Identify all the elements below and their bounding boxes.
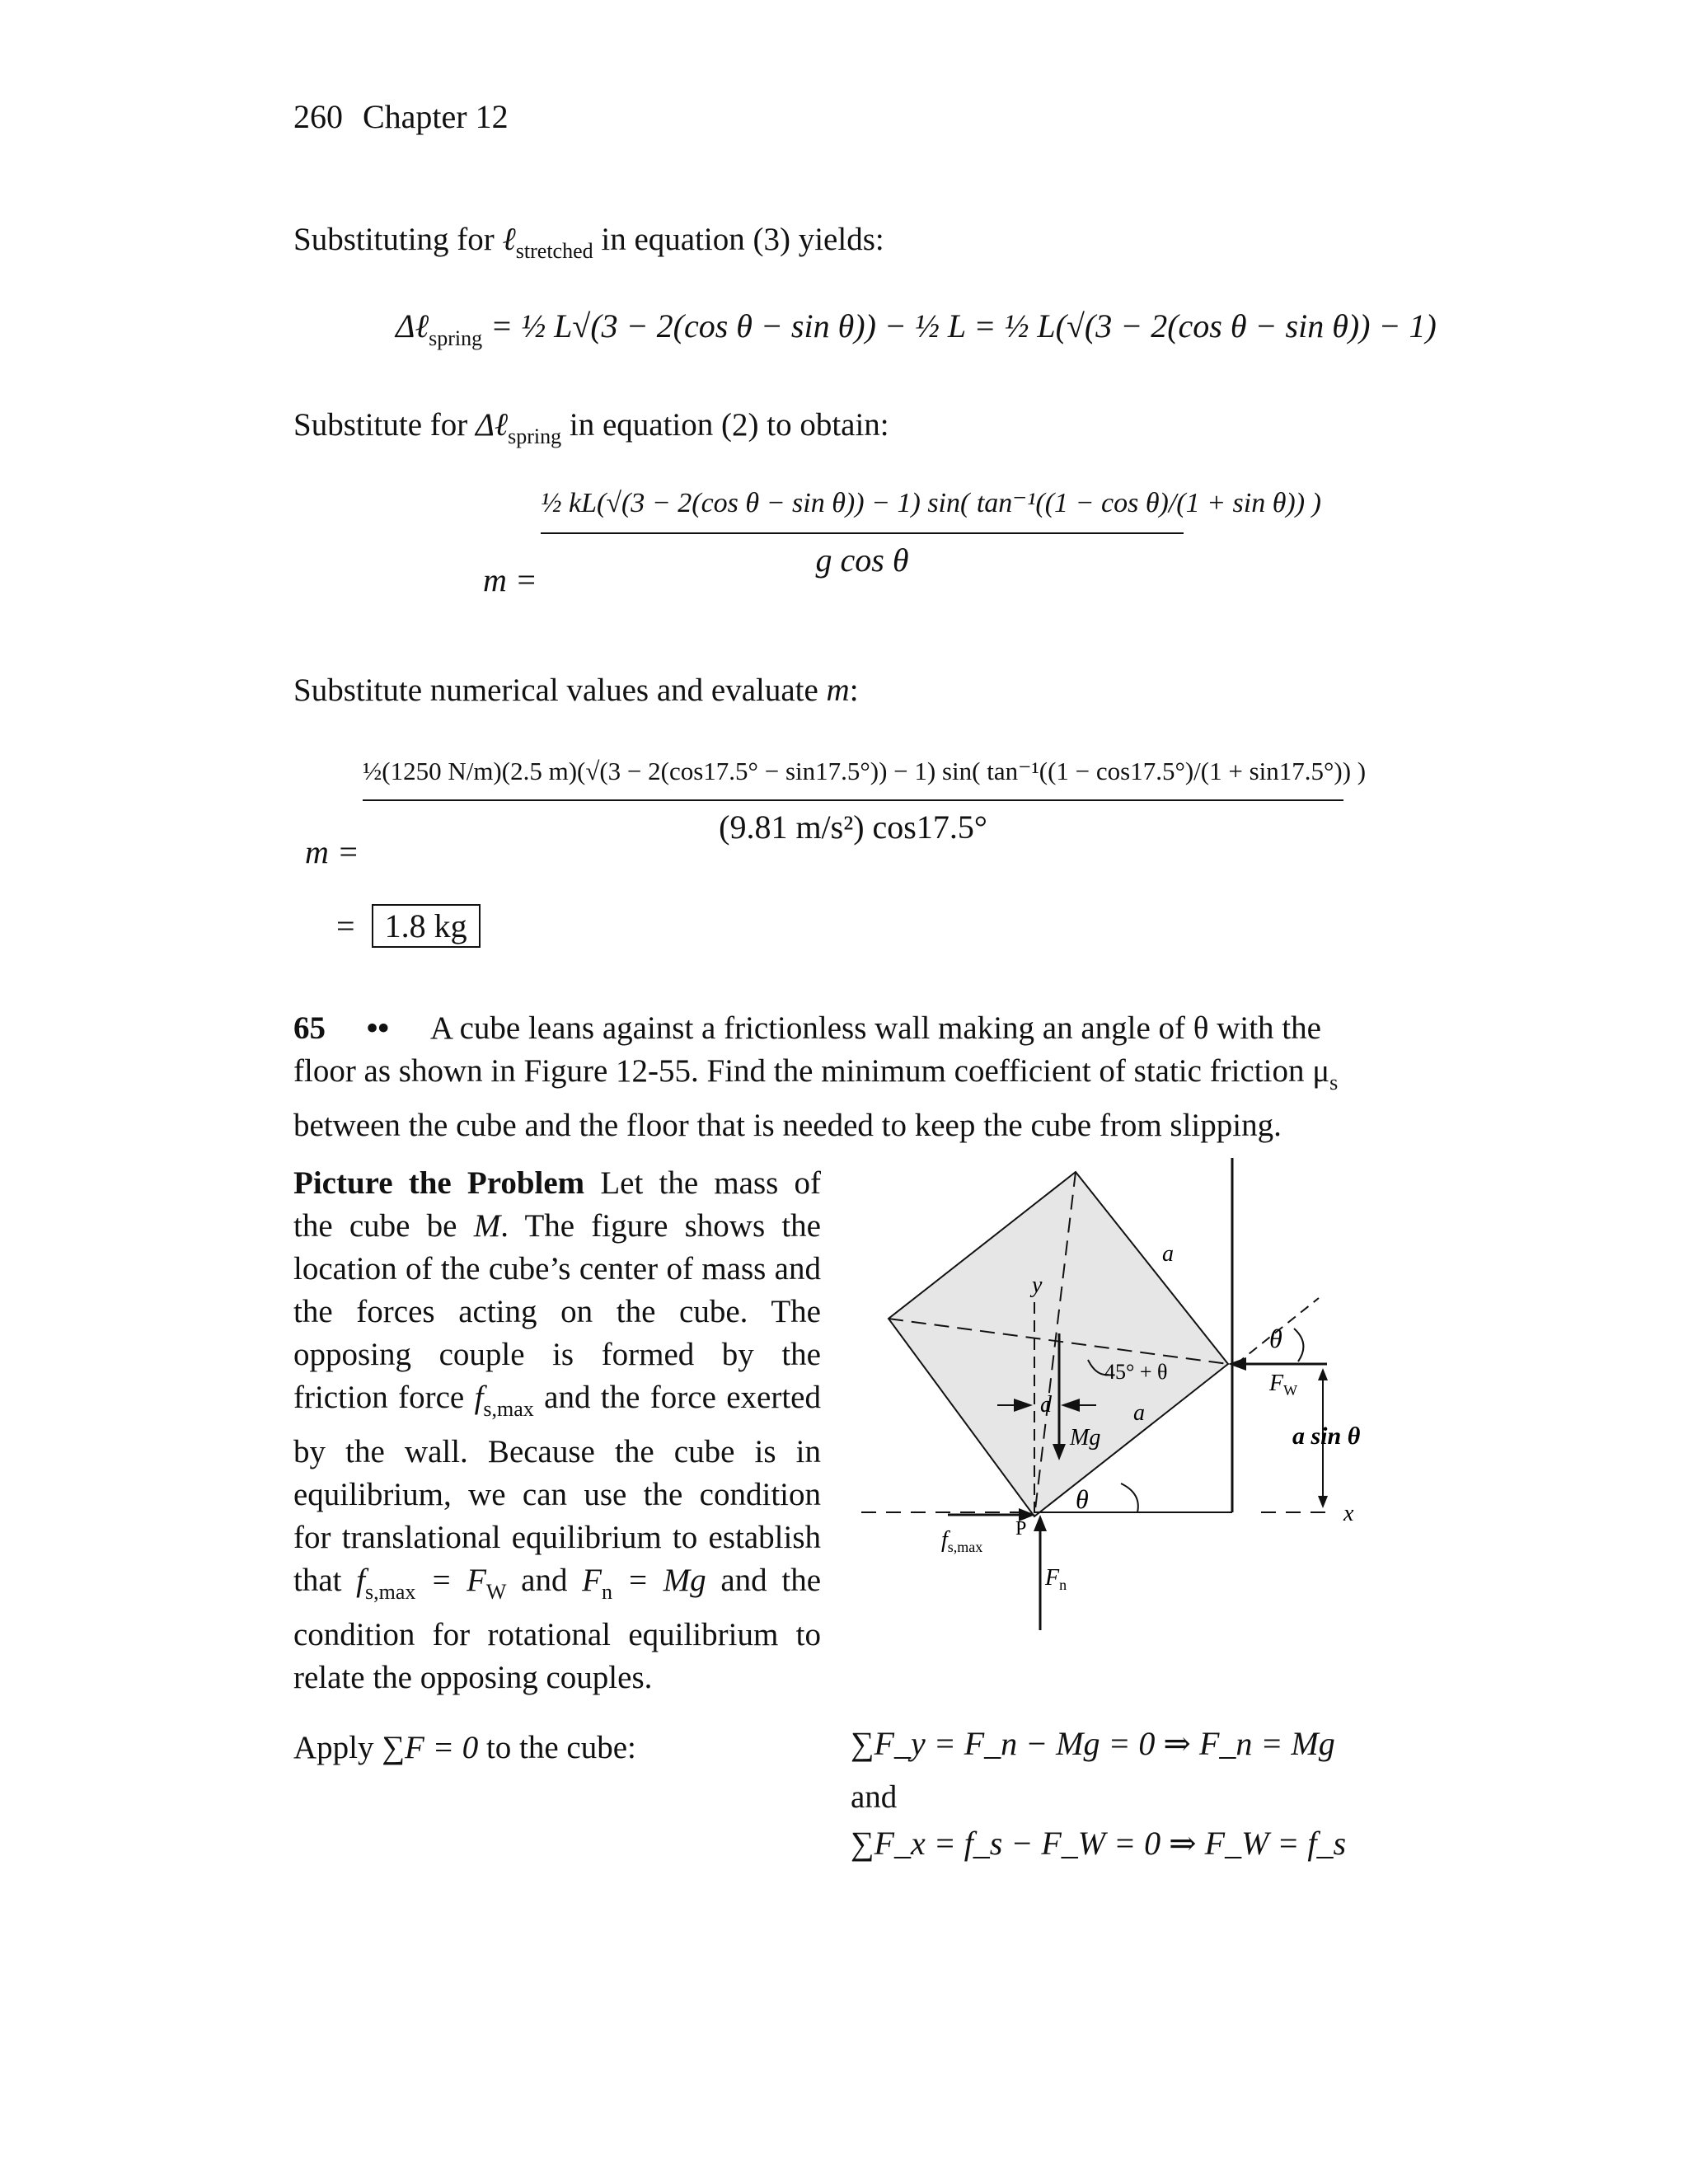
page-number: 260	[293, 98, 343, 135]
sub1-pre: Substituting for	[293, 222, 503, 257]
fw-arrowhead	[1228, 1357, 1246, 1371]
picture-the-problem	[293, 1162, 821, 1699]
picture-cond-sub: s,max	[365, 1580, 416, 1604]
eq2-numerator: ½ kL(√(3 − 2(cos θ − sin θ)) − 1) sin( tan⁻¹((1 − cos θ)/(1 + sin θ)) )	[541, 488, 1321, 518]
picture-fs: f	[474, 1380, 484, 1415]
sentence-substitute-numerical	[293, 669, 859, 712]
label-p: P	[1015, 1518, 1027, 1540]
problem-line2-sub: s	[1329, 1071, 1339, 1094]
angle-arc-wall	[1294, 1329, 1303, 1361]
picture-cond2: F	[582, 1563, 602, 1598]
picture-heading: Picture the Problem	[293, 1165, 585, 1201]
problem-65-line2	[293, 1050, 1362, 1104]
sentence-substituting	[293, 218, 884, 273]
picture-text3: and the force exerted by the wall. Because the cube is in equilibrium, we can use the condition for translational equilibrium to establish that	[293, 1380, 821, 1598]
apply-sum: ∑F = 0	[382, 1730, 479, 1765]
eq1-lhs: Δℓ	[396, 307, 429, 344]
eq3-result-line	[336, 907, 481, 945]
eq3-numerator: ½(1250 N/m)(2.5 m)(√(3 − 2(cos17.5° − sin17.5°)) − 1) sin( tan⁻¹((1 − cos17.5°)/(1 + sin17.5°)) )	[363, 757, 1367, 785]
asin-arrow-top	[1318, 1368, 1328, 1380]
picture-text4: and the condition for rotational equilibrium to relate the opposing couples.	[293, 1563, 821, 1695]
sub3-var: m	[826, 673, 850, 708]
sub3-post: :	[849, 673, 859, 708]
sub1-post: in equation (3) yields:	[593, 222, 884, 257]
equation-delta-l-spring	[396, 307, 1437, 351]
label-a-mid: a	[1133, 1400, 1145, 1426]
picture-cond2-sub: n	[601, 1580, 612, 1604]
apply-post: to the cube:	[478, 1730, 636, 1765]
sentence-substitute-delta	[293, 404, 889, 458]
sub1-symbol: ℓ	[502, 222, 516, 257]
label-asin: a sin θ	[1292, 1422, 1361, 1450]
sub1-subscript: stretched	[515, 239, 593, 263]
eq2-lhs: m =	[483, 561, 537, 598]
eq1-lhs-sub: spring	[429, 326, 483, 350]
picture-cond: f	[356, 1563, 366, 1598]
label-fs: $f_{s,max}$	[941, 1527, 983, 1555]
apply-sentence	[293, 1727, 636, 1769]
problem-line1-text: A cube leans against a frictionless wall making an angle of θ with the	[429, 1010, 1321, 1046]
problem-65	[293, 1007, 1362, 1147]
picture-mass: M	[473, 1208, 501, 1244]
page-header	[293, 97, 509, 136]
fn-arrowhead	[1034, 1515, 1047, 1531]
picture-cond-eq: = F	[415, 1563, 486, 1598]
problem-number: 65	[293, 1010, 326, 1046]
problem-line3-text: between the cube and the floor that is needed to keep the cube from slipping.	[293, 1108, 1282, 1143]
asin-arrow-bottom	[1318, 1496, 1328, 1508]
label-angle-wall: θ	[1269, 1324, 1282, 1353]
picture-cond2-eq: = Mg	[612, 1563, 706, 1598]
difficulty-dots: ••	[366, 1010, 390, 1046]
chapter-title: Chapter 12	[363, 98, 509, 135]
apply-and: and	[851, 1779, 898, 1815]
sub2-post: in equation (2) to obtain:	[561, 407, 889, 443]
problem-line2-text: floor as shown in Figure 12-55. Find the minimum coefficient of static friction μ	[293, 1053, 1330, 1089]
eq3-denominator: (9.81 m/s²) cos17.5°	[719, 808, 987, 846]
angle-arc-floor	[1121, 1483, 1138, 1512]
eq3-result-prefix: =	[336, 907, 355, 944]
sub2-pre: Substitute for	[293, 407, 476, 443]
picture-text1: Let the mass of the cube be	[293, 1165, 821, 1244]
eq-sum-fx: ∑F_x = f_s − F_W = 0 ⇒ F_W = f_s	[851, 1825, 1347, 1862]
equation-m-numeric	[305, 757, 1376, 954]
sub2-symbol: Δℓ	[476, 407, 509, 443]
label-45-theta: 45° + θ	[1104, 1360, 1168, 1384]
apply-pre: Apply	[293, 1730, 382, 1765]
label-fw: $F_W$	[1269, 1371, 1298, 1399]
sub3-text: Substitute numerical values and evaluate	[293, 673, 827, 708]
picture-and: and	[506, 1563, 583, 1598]
picture-cond-eq-sub: W	[485, 1580, 507, 1604]
label-a-top: a	[1162, 1241, 1174, 1267]
label-y: y	[1032, 1272, 1043, 1298]
eq1-rhs: = ½ L√(3 − 2(cos θ − sin θ)) − ½ L = ½ L(√(3 − 2(cos θ − sin θ)) − 1)	[490, 307, 1437, 344]
picture-fs-sub: s,max	[483, 1397, 534, 1421]
cube-figure	[857, 1154, 1385, 1648]
picture-text2: . The figure shows the location of the cube’s center of mass and the forces acting on the cube. The opposing couple is formed by the friction force	[293, 1208, 821, 1415]
label-mg: Mg	[1070, 1425, 1101, 1451]
eq3-lhs: m =	[305, 833, 359, 870]
eq-sum-fy: ∑F_y = F_n − Mg = 0 ⇒ F_n = Mg	[851, 1725, 1335, 1762]
label-angle-floor: θ	[1076, 1484, 1089, 1514]
label-fn: $F_n$	[1045, 1565, 1067, 1593]
label-x: x	[1343, 1501, 1354, 1526]
label-d: d	[1040, 1392, 1052, 1418]
problem-65-line1	[293, 1007, 1362, 1050]
eq2-denominator: g cos θ	[815, 541, 909, 579]
sub2-subscript: spring	[508, 424, 562, 448]
eq3-result-box: 1.8 kg	[372, 904, 481, 948]
